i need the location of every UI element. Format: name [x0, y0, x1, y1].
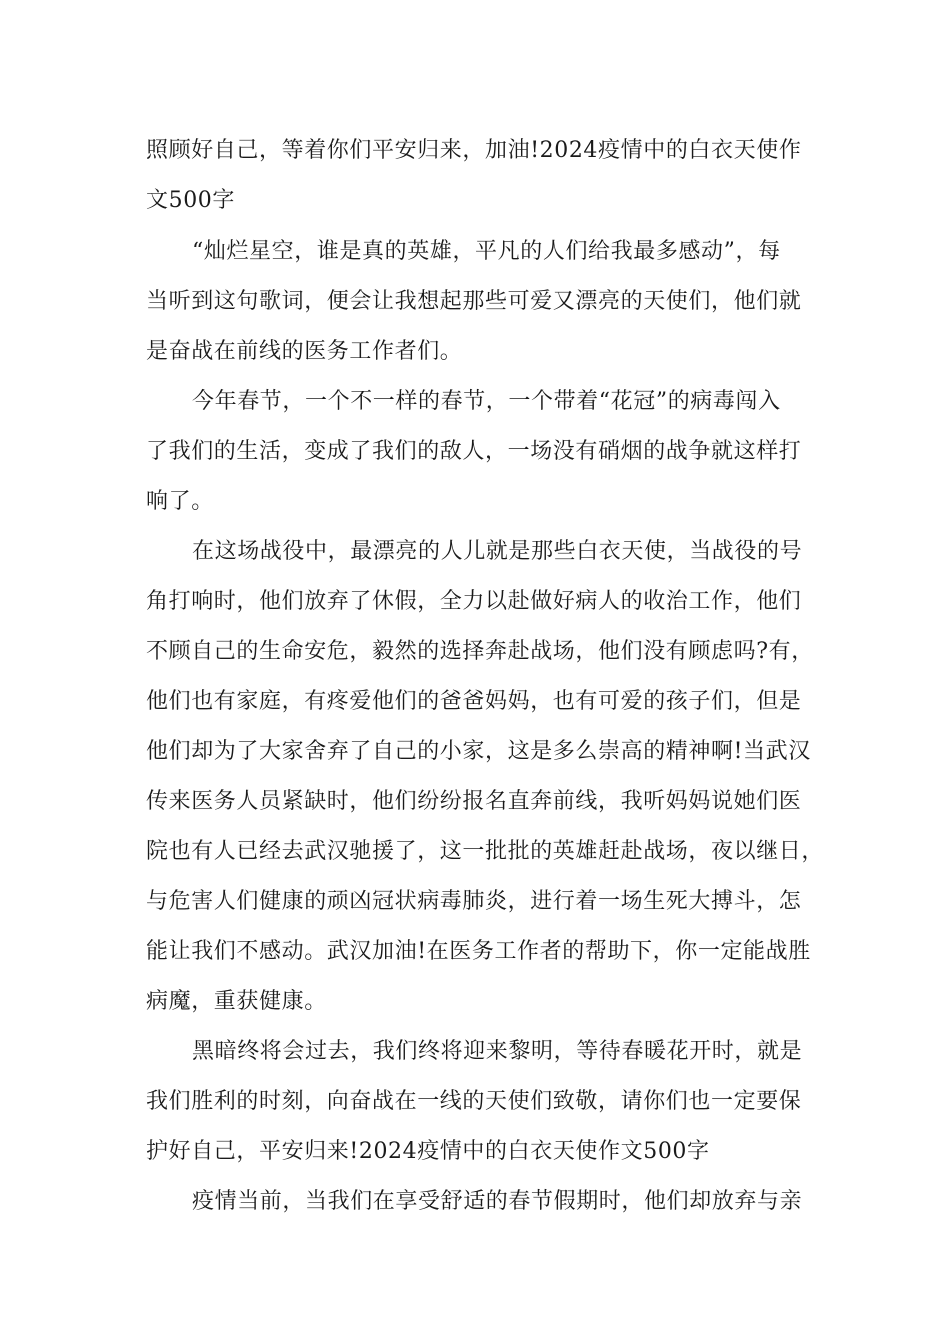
- text-line-16: 与危害人们健康的顽凶冠状病毒肺炎，进行着一场生死大搏斗，怎: [146, 889, 802, 914]
- text-line-2: 文500字: [146, 188, 235, 213]
- text-line-15: 院也有人已经去武汉驰援了，这一批批的英雄赶赴战场，夜以继日，: [146, 839, 825, 864]
- text-line-7: 了我们的生活，变成了我们的敌人，一场没有硝烟的战争就这样打: [146, 439, 802, 464]
- text-line-22: 疫情当前，当我们在享受舒适的春节假期时，他们却放弃与亲: [192, 1189, 803, 1214]
- text-line-3: “灿烂星空，谁是真的英雄，平凡的人们给我最多感动”，每: [192, 239, 781, 264]
- text-line-10: 角打响时，他们放弃了休假，全力以赴做好病人的收治工作，他们: [146, 589, 802, 614]
- text-line-13: 他们却为了大家舍弃了自己的小家，这是多么崇高的精神啊!当武汉: [146, 739, 811, 764]
- text-line-5: 是奋战在前线的医务工作者们。: [146, 339, 463, 364]
- text-line-21: 护好自己，平安归来!2024疫情中的白衣天使作文500字: [146, 1139, 710, 1164]
- text-line-17: 能让我们不感动。武汉加油!在医务工作者的帮助下，你一定能战胜: [146, 939, 811, 964]
- text-line-19: 黑暗终将会过去，我们终将迎来黎明，等待春暖花开时，就是: [192, 1039, 803, 1064]
- text-line-6: 今年春节，一个不一样的春节，一个带着“花冠”的病毒闯入: [192, 389, 781, 414]
- text-line-8: 响了。: [146, 489, 214, 514]
- text-line-18: 病魔，重获健康。: [146, 989, 327, 1014]
- text-line-14: 传来医务人员紧缺时，他们纷纷报名直奔前线，我听妈妈说她们医: [146, 789, 802, 814]
- text-line-11: 不顾自己的生命安危，毅然的选择奔赴战场，他们没有顾虑吗?有，: [146, 639, 814, 664]
- text-line-12: 他们也有家庭，有疼爱他们的爸爸妈妈，也有可爱的孩子们，但是: [146, 689, 802, 714]
- text-line-9: 在这场战役中，最漂亮的人儿就是那些白衣天使，当战役的号: [192, 539, 803, 564]
- text-line-4: 当听到这句歌词，便会让我想起那些可爱又漂亮的天使们，他们就: [146, 289, 802, 314]
- text-line-1: 照顾好自己，等着你们平安归来，加油!2024疫情中的白衣天使作: [146, 138, 802, 163]
- text-line-20: 我们胜利的时刻，向奋战在一线的天使们致敬，请你们也一定要保: [146, 1089, 802, 1114]
